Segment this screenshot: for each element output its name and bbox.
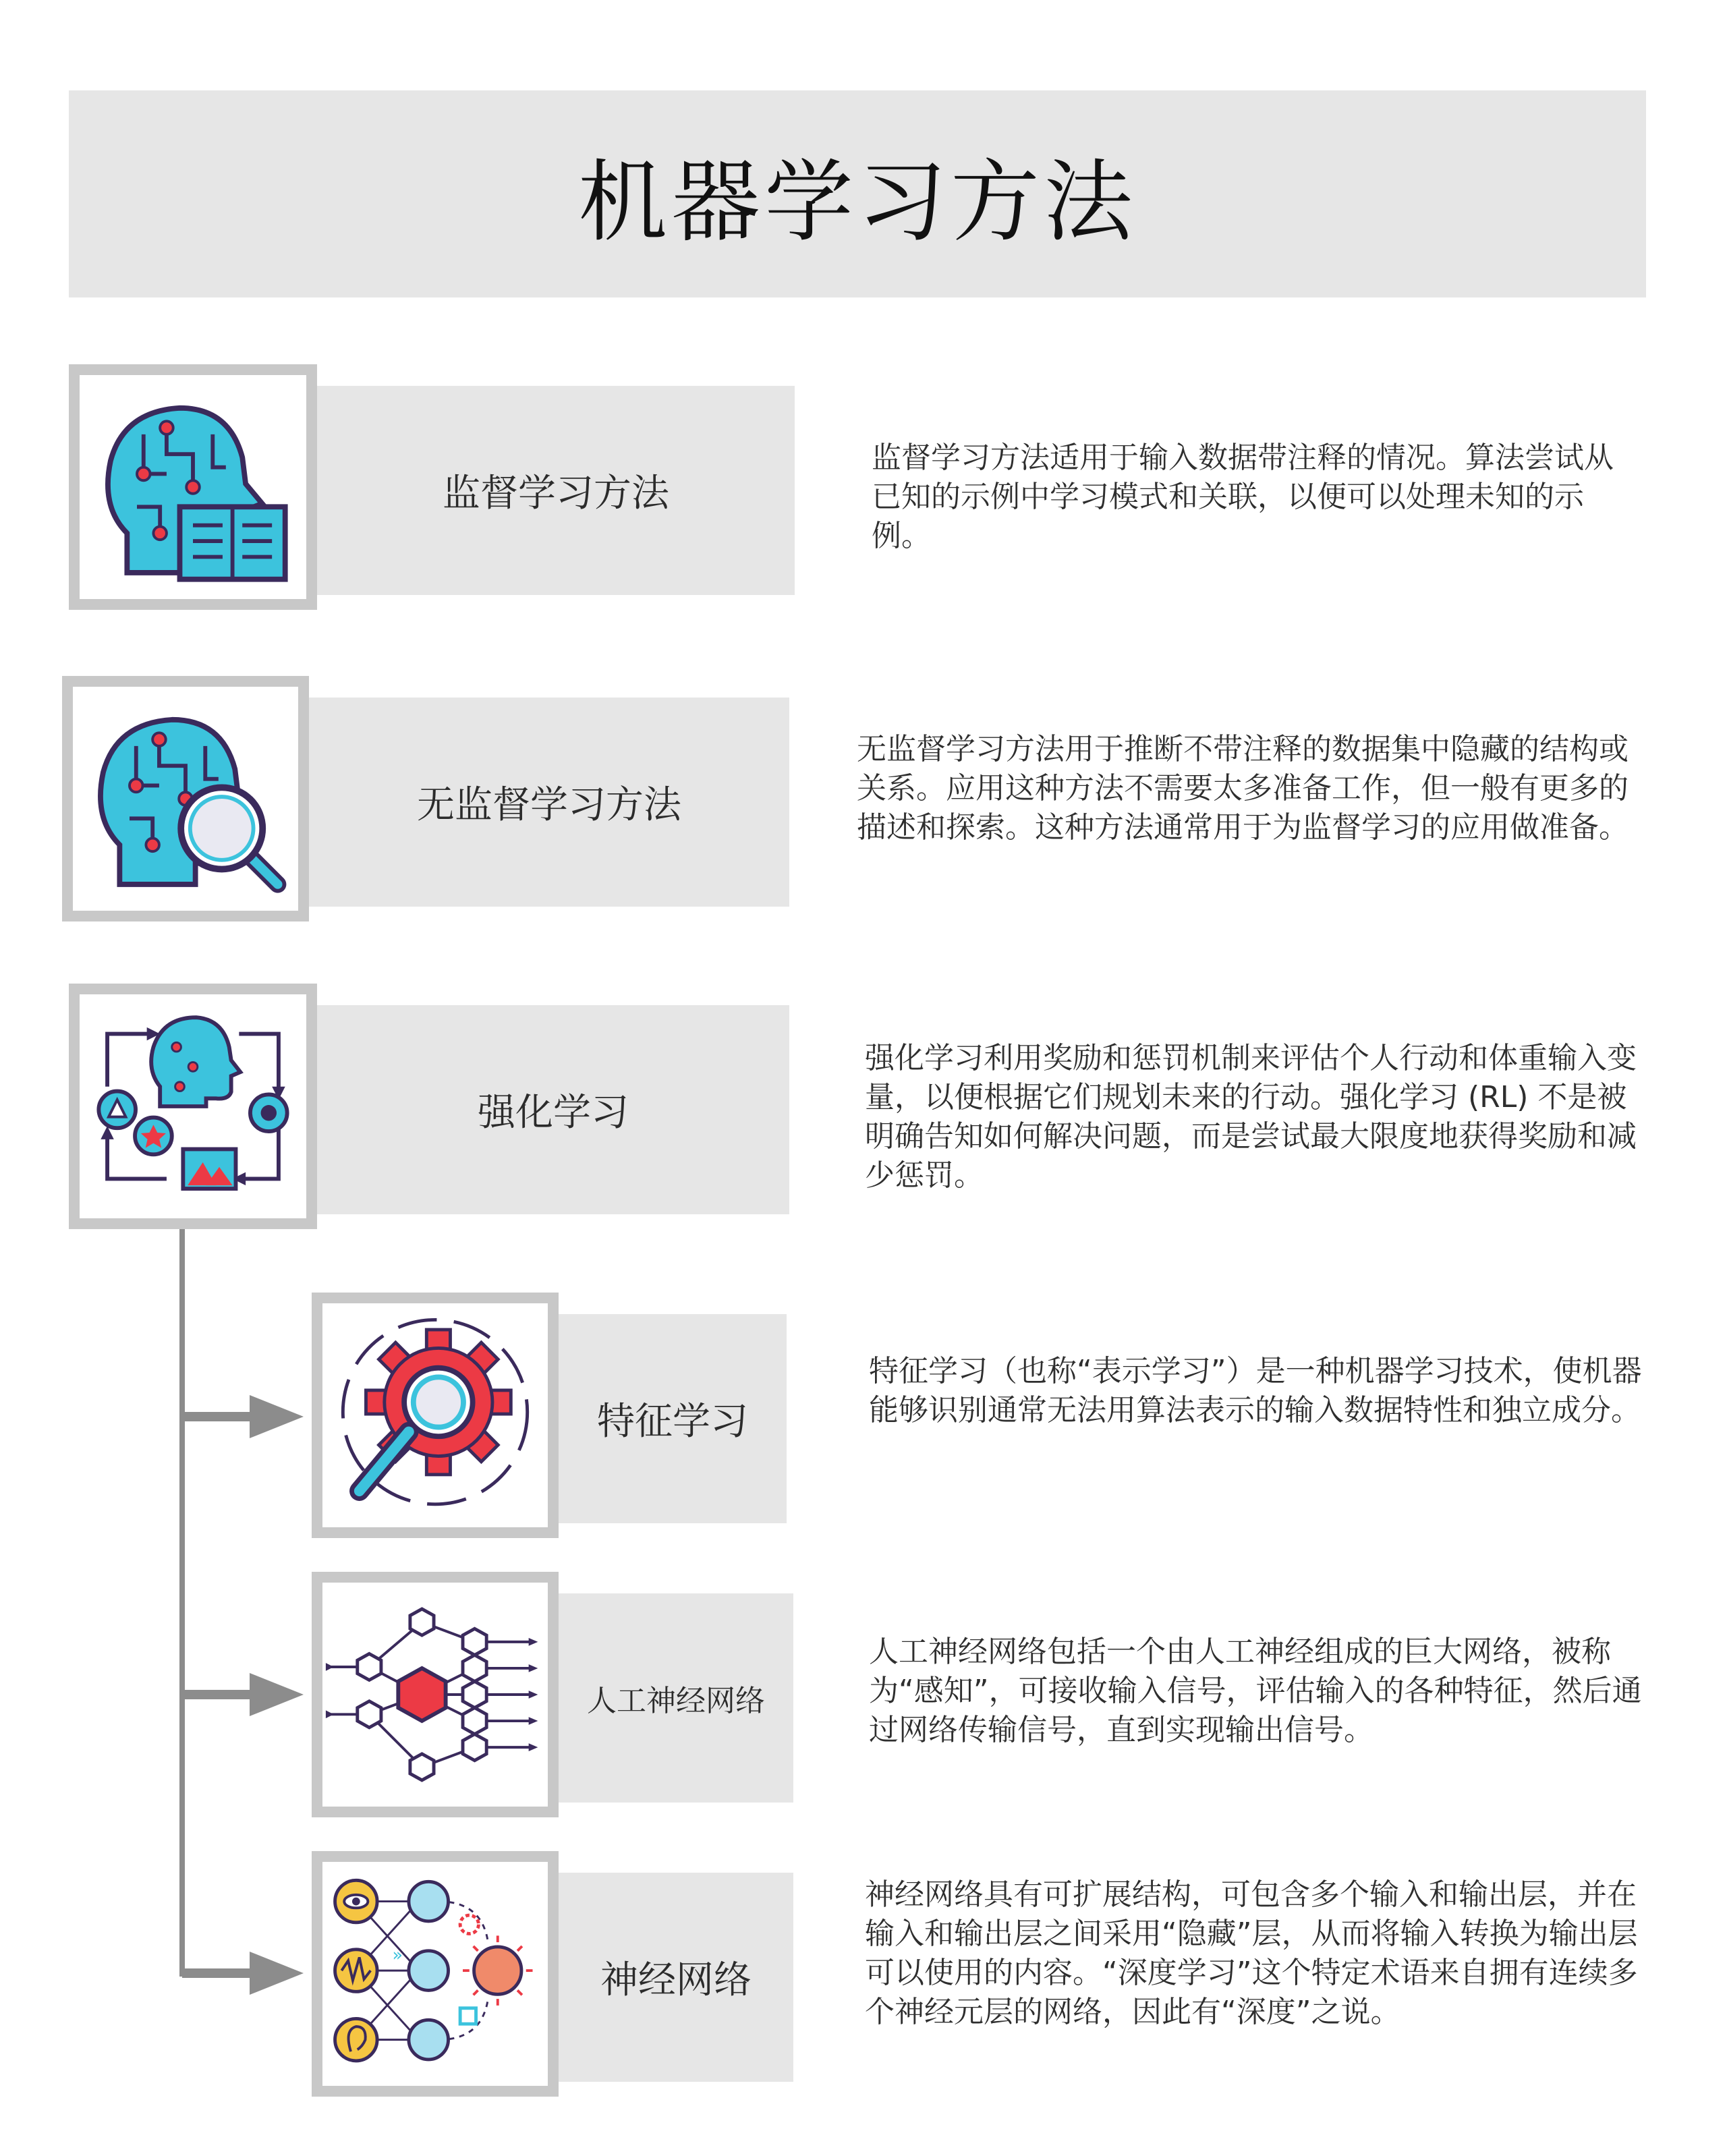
label-reinforcement: 强化学习	[478, 1091, 629, 1135]
description-ann: 人工神经网络包括一个由人工神经组成的巨大网络，被称为“感知”，可接收输入信号，评估输入的各种特征，然后通过网络传输信号，直到实现输出信号。	[869, 1635, 1642, 1747]
iconbox-supervised	[69, 364, 317, 610]
iconbox-reinforcement	[69, 984, 317, 1229]
arrow-to-ann	[182, 1673, 304, 1716]
head-magnifier-icon	[73, 687, 298, 911]
iconbox-feature-learning	[312, 1293, 559, 1538]
iconbox-neural-network	[312, 1851, 559, 2097]
reinforcement-cycle-icon	[80, 994, 306, 1218]
description-reinforcement: 强化学习利用奖励和惩罚机制来评估个人行动和体重输入变量，以便根据它们规划未来的行动。强化学习 (RL) 不是被明确告知如何解决问题，而是尝试最大限度地获得奖励和减少惩罚。	[865, 1041, 1637, 1193]
label-ann: 人工神经网络	[587, 1684, 765, 1718]
description-neural-network: 神经网络具有可扩展结构，可包含多个输入和输出层，并在输入和输出层之间采用“隐藏”层，从而将输入转换为输出层可以使用的内容。“深度学习”这个特定术语来自拥有连续多个神经元层的网络，因此有“深度”之说。	[865, 1877, 1638, 2029]
description-feature-learning: 特征学习（也称“表示学习”）是一种机器学习技术，使机器能够识别通常无法用算法表示的输入数据特性和独立成分。	[869, 1354, 1642, 1427]
page-title: 机器学习方法	[578, 150, 1137, 254]
band-neural-network	[559, 1873, 793, 2082]
label-neural-network: 神经网络	[600, 1958, 752, 2002]
label-supervised: 监督学习方法	[443, 472, 669, 515]
svg-text:»: »	[392, 1944, 403, 1965]
label-unsupervised: 无监督学习方法	[417, 783, 681, 827]
description-supervised: 监督学习方法适用于输入数据带注释的情况。算法尝试从已知的示例中学习模式和关联，以便可以处理未知的示例。	[872, 441, 1614, 553]
iconbox-unsupervised	[62, 676, 309, 921]
band-reinforcement	[317, 1005, 789, 1214]
iconbox-ann	[312, 1572, 559, 1817]
band-supervised	[317, 386, 795, 595]
gear-magnifier-icon	[322, 1303, 548, 1527]
hexagon-network-icon	[322, 1583, 548, 1807]
head-book-icon	[80, 375, 306, 599]
band-unsupervised	[309, 698, 789, 907]
band-ann	[559, 1593, 793, 1803]
arrow-to-feature-learning	[182, 1395, 304, 1438]
description-unsupervised: 无监督学习方法用于推断不带注释的数据集中隐藏的结构或关系。应用这种方法不需要太多准备工作，但一般有更多的描述和探索。这种方法通常用于为监督学习的应用做准备。	[857, 732, 1629, 845]
label-feature-learning: 特征学习	[597, 1400, 748, 1444]
arrow-to-neural-network	[182, 1952, 304, 1995]
band-feature-learning	[559, 1314, 787, 1523]
neural-network-icon	[322, 1862, 548, 2086]
